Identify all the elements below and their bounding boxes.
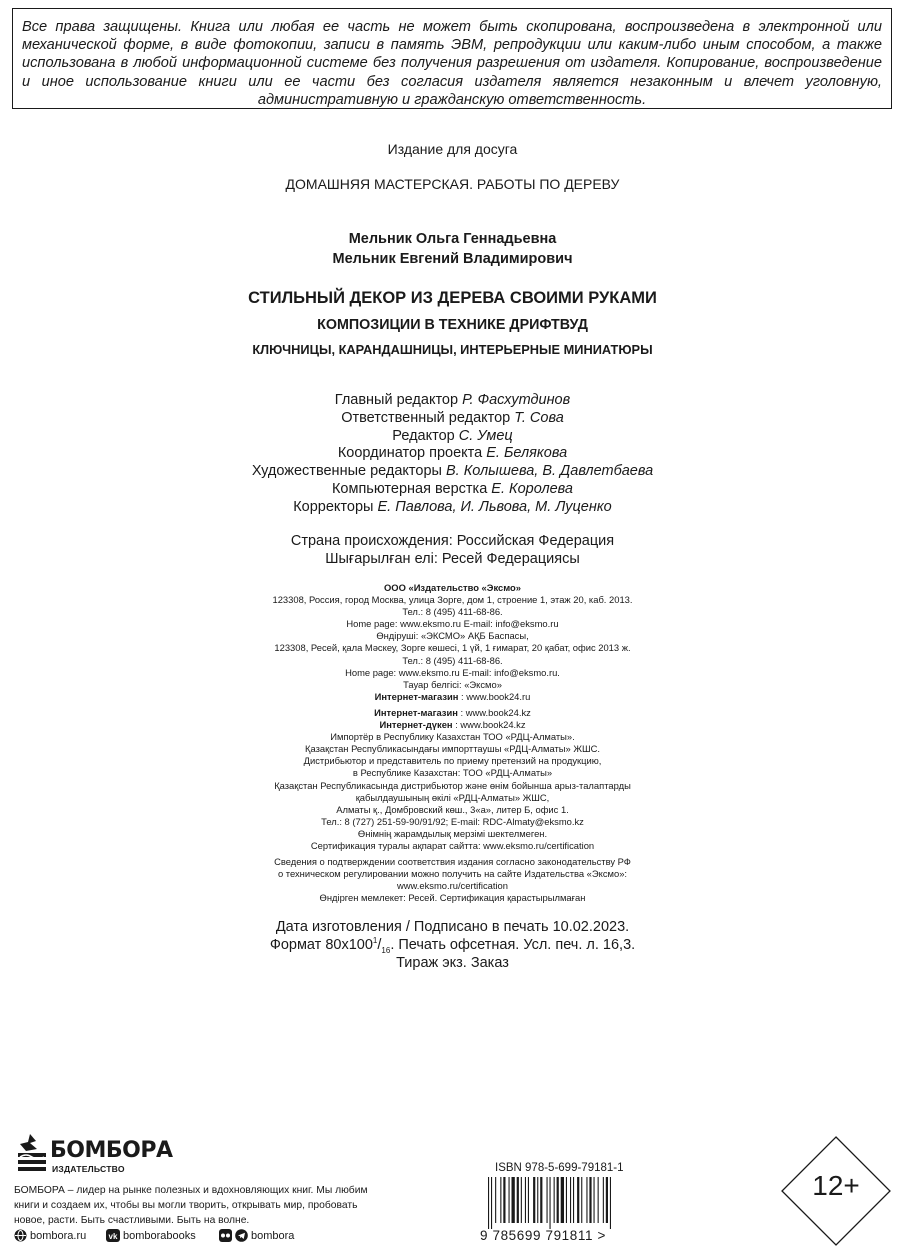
barcode-bar xyxy=(566,1177,567,1223)
barcode-bar xyxy=(517,1177,519,1223)
publisher-line xyxy=(0,731,905,743)
publisher-line xyxy=(0,767,905,779)
print-format: Формат $80х100^1/_{16}$. Печать офсетная. Усл. печ. л. 16,3. xyxy=(269,936,636,955)
publisher-line xyxy=(0,840,905,852)
barcode-bar xyxy=(554,1177,555,1223)
barcode-bar xyxy=(521,1177,522,1223)
publisher-line-text: Импортёр в Республику Казахстан ТОО «РДЦ-Алматы». xyxy=(330,731,575,743)
publisher-line-text: Алматы қ., Домбровский көш., 3«а», литер Б, офис 1. xyxy=(336,803,569,815)
barcode-bar xyxy=(533,1177,535,1223)
publisher-line-text: Тел.: 8 (495) 411-68-86. xyxy=(402,654,503,666)
barcode-digits: 9 785699 791811 > xyxy=(480,1228,606,1243)
barcode-bar xyxy=(540,1177,542,1223)
credit-line: Координатор проекта Е. Белякова xyxy=(337,445,568,462)
print-info xyxy=(0,918,905,972)
publisher-line-text: Өндірген мемлекет: Ресей. Сертификация қарастырылмаған xyxy=(319,892,586,904)
book-subtitle-2: КЛЮЧНИЦЫ, КАРАНДАШНИЦЫ, ИНТЕРЬЕРНЫЕ МИНИАТЮРЫ xyxy=(252,342,653,357)
barcode-bar xyxy=(512,1177,515,1223)
barcode-bar xyxy=(594,1177,595,1223)
barcode-bar xyxy=(589,1177,591,1223)
publisher-line-text: қабылдаушының өкілі «РДЦ-Алматы» ЖШС, xyxy=(355,791,550,803)
publisher-line-bold: Интернет-магазин xyxy=(374,706,458,718)
barcode-bar xyxy=(488,1177,489,1229)
publisher-line xyxy=(0,880,905,892)
publisher-line xyxy=(0,856,905,868)
barcode-bar xyxy=(598,1177,599,1223)
publisher-line xyxy=(0,630,905,642)
publisher-line-bold: ООО «Издательство «Эксмо» xyxy=(384,582,521,593)
barcode-bar xyxy=(557,1177,559,1223)
publisher-line xyxy=(0,618,905,630)
credit-line: Корректоры Е. Павлова, И. Львова, М. Луценко xyxy=(293,498,612,515)
publisher-line xyxy=(0,828,905,840)
publisher-line xyxy=(0,655,905,667)
social-messengers-label: bombora xyxy=(251,1229,295,1242)
publisher-line xyxy=(0,719,905,731)
barcode-bar xyxy=(503,1177,505,1223)
publisher-line-text: : www.book24.kz xyxy=(452,719,526,731)
barcode-bar xyxy=(610,1177,611,1229)
barcode-bar xyxy=(491,1177,492,1229)
bombora-logo-text: БОМБОРА xyxy=(50,1138,173,1163)
publisher-line xyxy=(0,792,905,804)
publisher-line-text: о техническом регулировании можно получить на сайте Издательства «Эксмо»: xyxy=(277,868,628,880)
barcode-bar xyxy=(547,1177,548,1223)
publisher-line xyxy=(0,743,905,755)
publisher-line xyxy=(0,606,905,618)
barcode-bar xyxy=(537,1177,538,1223)
isbn-number: ISBN 978-5-699-79181-1 xyxy=(495,1162,624,1174)
publisher-line-text: Home page: www.eksmo.ru E-mail: info@eksmo.ru. xyxy=(345,666,560,678)
barcode-bar xyxy=(500,1177,501,1223)
series-name: ДОМАШНЯЯ МАСТЕРСКАЯ. РАБОТЫ ПО ДЕРЕВУ xyxy=(285,176,620,192)
publisher-line-text: Дистрибьютор и представитель по приему претензий на продукцию, xyxy=(303,755,602,767)
barcode-bar xyxy=(570,1177,571,1223)
book-title: СТИЛЬНЫЙ ДЕКОР ИЗ ДЕРЕВА СВОИМИ РУКАМИ xyxy=(248,289,657,307)
bombora-logo-icon xyxy=(16,1133,48,1173)
age-rating-label: 12+ xyxy=(812,1170,860,1201)
publisher-line xyxy=(0,804,905,816)
publisher-line xyxy=(0,691,905,703)
bombora-description: БОМБОРА – лидер на рынке полезных и вдохновляющих книг. Мы любим книги и создаем их, чтобы вы могли творить, открывать мир, пробовать новое, расти. Быть счастливыми. Быть на волне. xyxy=(14,1185,368,1227)
barcode-bar xyxy=(586,1177,587,1223)
publisher-line-text: 123308, Россия, город Москва, улица Зорге, дом 1, строение 1, этаж 20, каб. 2013. xyxy=(272,594,633,606)
publisher-line-text: Қазақстан Республикасындағы импорттаушы «РДЦ-Алматы» ЖШС. xyxy=(305,743,600,755)
publisher-line xyxy=(0,816,905,828)
publisher-line-text: : www.book24.ru xyxy=(458,690,531,702)
publisher-line xyxy=(0,582,905,594)
credit-line: Художественные редакторы В. Колышева, В. Давлетбаева xyxy=(251,463,654,480)
barcode-bar xyxy=(603,1177,604,1223)
publisher-line xyxy=(0,642,905,654)
globe-icon xyxy=(14,1229,27,1242)
publisher-line-text: Тауар белгісі: «Эксмо» xyxy=(403,678,502,690)
telegram-icon xyxy=(235,1229,248,1242)
origin-block xyxy=(0,533,905,569)
social-vk[interactable] xyxy=(106,1229,196,1242)
credit-line: Ответственный редактор Т. Сова xyxy=(341,409,564,426)
publisher-line xyxy=(0,892,905,904)
publisher-line-bold: Интернет-дүкен xyxy=(379,719,453,731)
credit-line: Главный редактор Р. Фасхутдинов xyxy=(334,392,571,408)
publisher-line-text: www.eksmo.ru/certification xyxy=(397,880,508,892)
publisher-line-text: в Республике Казахстан: ТОО «РДЦ-Алматы» xyxy=(352,767,553,779)
vk-icon xyxy=(106,1229,120,1242)
credits-block xyxy=(0,392,905,517)
publisher-line-text: : www.book24.kz xyxy=(457,706,531,718)
barcode-bar xyxy=(606,1177,608,1223)
barcode-bar xyxy=(525,1177,526,1223)
barcode-image xyxy=(486,1177,656,1229)
barcode-bar xyxy=(495,1177,496,1223)
author-1: Мельник Ольга Геннадьевна xyxy=(348,231,557,247)
publisher-line xyxy=(0,667,905,679)
publisher-line xyxy=(0,594,905,606)
social-vk-label: bomborabooks xyxy=(123,1229,196,1242)
social-messengers[interactable] xyxy=(219,1229,294,1242)
origin-line: Шығарылған елі: Ресей Федерациясы xyxy=(325,550,580,567)
print-date: Дата изготовления / Подписано в печать 10.02.2023. xyxy=(275,919,630,935)
barcode-bar xyxy=(573,1177,574,1223)
publisher-line xyxy=(0,679,905,691)
publisher-line xyxy=(0,780,905,792)
publisher-line-text: 123308, Ресей, қала Мәскеу, Зорге көшесі, 1 үй, 1 ғимарат, 20 қабат, офис 2013 ж. xyxy=(274,642,631,654)
messenger-icon xyxy=(219,1229,232,1242)
publisher-line-text: Сертификация туралы ақпарат сайтта: www.eksmo.ru/certification xyxy=(310,839,595,851)
svg-text:vk: vk xyxy=(108,1232,118,1241)
publisher-line-text: Өнімнің жарамдылық мерзімі шектелмеген. xyxy=(357,827,548,839)
publisher-line-text: Home page: www.eksmo.ru E-mail: info@eksmo.ru xyxy=(346,618,559,630)
publisher-line-text: Тел.: 8 (727) 251-59-90/91/92; E-mail: RDC-Almaty@eksmo.kz xyxy=(321,815,584,827)
credit-line: Редактор С. Умец xyxy=(392,427,513,444)
credit-line: Компьютерная верстка Е. Королева xyxy=(331,480,574,497)
barcode-bar xyxy=(581,1177,582,1223)
book-subtitle-1: КОМПОЗИЦИИ В ТЕХНИКЕ ДРИФТВУД xyxy=(317,317,588,333)
bombora-logo-subtitle: ИЗДАТЕЛЬСТВО xyxy=(52,1164,125,1174)
publisher-line-text: Сведения о подтверждении соответствия издания согласно законодательству РФ xyxy=(274,856,631,868)
barcode-bar xyxy=(509,1177,510,1223)
edition-type: Издание для досуга xyxy=(387,141,518,157)
publisher-line-text: Өндіруші: «ЭКСМО» АҚБ Баспасы, xyxy=(376,630,529,642)
publisher-line-text: Қазақстан Республикасында дистрибьютор және өнім бойынша арыз-талаптарды xyxy=(274,779,631,791)
barcode-bar xyxy=(577,1177,579,1223)
copyright-notice: Все права защищены. Книга или любая ее часть не может быть скопирована, воспроизведена в электронной или механической форме, в виде фотокопии, записи в память ЭВМ, репродукции или каким-либо иным способом, а также использована в любой информационной системе без получения разрешения от издателя. Копирование, воспроизведение и иное использование книги или ее части без согласия издателя является незаконным и влечет уголовную, административную и гражданскую ответственность. xyxy=(12,8,892,109)
origin-line: Страна происхождения: Российская Федерация xyxy=(290,533,615,549)
author-2: Мельник Евгений Владимирович xyxy=(332,251,573,267)
print-run: Тираж экз. Заказ xyxy=(396,955,509,971)
barcode-bar xyxy=(550,1177,551,1229)
barcode-bar xyxy=(561,1177,564,1223)
publisher-line xyxy=(0,868,905,880)
publisher-line-bold: Интернет-магазин xyxy=(374,690,459,702)
publisher-line-text: Тел.: 8 (495) 411-68-86. xyxy=(402,606,503,618)
social-site[interactable] xyxy=(14,1229,86,1242)
publisher-line xyxy=(0,755,905,767)
barcode-bar xyxy=(528,1177,529,1223)
social-site-label: bombora.ru xyxy=(30,1229,87,1242)
publisher-line xyxy=(0,707,905,719)
publisher-info xyxy=(0,582,905,904)
